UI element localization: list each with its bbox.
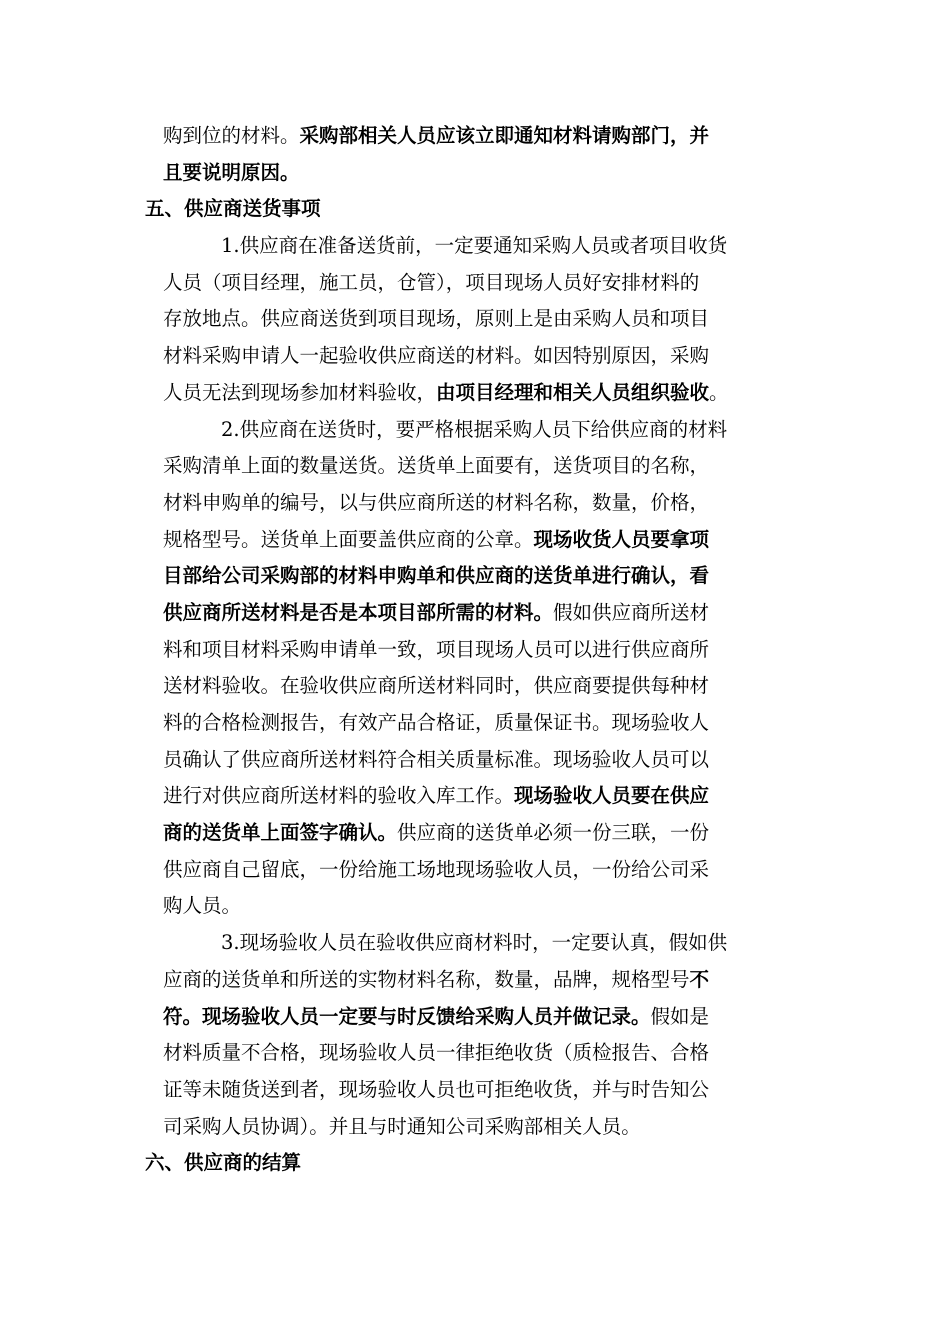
bold-run: 由项目经理和相关人员组织验收 — [436, 380, 710, 404]
bold-run: 现场验收人员要在供应 — [514, 784, 710, 808]
bold-run: 且要说明原因。 — [163, 160, 300, 184]
bold-run: 不 — [689, 967, 710, 991]
text-line: 证等未随货送到者，现场验收人员也可拒绝收货，并与时告知公 — [163, 1077, 710, 1101]
text-line: 料的合格检测报告，有效产品合格证，质量保证书。现场验收人 — [163, 711, 710, 734]
text-run: 应商的送货单和所送的实物材料名称，数量，品牌，规格型号 — [163, 967, 690, 991]
bold-run: 符。现场验收人员一定要与时反馈给采购人员并做记录。 — [163, 1004, 651, 1028]
text-line — [163, 962, 803, 999]
text-line: 人员（项目经理，施工员，仓管），项目现场人员好安排材料的 — [163, 270, 700, 294]
text-line: 目部给公司采购部的材料申购单和供应商的送货单进行确认，看 — [163, 564, 710, 588]
text-line: 购人员。 — [163, 894, 242, 918]
text-line — [163, 522, 803, 559]
text-line: 送材料验收。在验收供应商所送材料同时，供应商要提供每种材 — [163, 674, 710, 698]
text-line: 材料采购申请人一起验收供应商送的材料。如因特别原因，采购 — [163, 344, 710, 368]
bold-run: 商的送货单上面签字确认。 — [163, 821, 398, 845]
text-run: 人员无法到现场参加材料验收， — [163, 380, 437, 404]
section-heading-6: 六、供应商的结算 — [145, 1151, 302, 1175]
text-line: 材料质量不合格，现场验收人员一律拒绝收货（质检报告、合格 — [163, 1041, 710, 1065]
text-line: 料和项目材料采购申请单一致，项目现场人员可以进行供应商所 — [163, 637, 710, 661]
text-line: 员确认了供应商所送材料符合相关质量标准。现场验收人员可以 — [163, 747, 710, 771]
text-run: 假如供应商所送材 — [553, 600, 710, 624]
text-run: 规格型号。送货单上面要盖供应商的公章。 — [163, 527, 534, 551]
text-line — [163, 118, 803, 155]
text-line: 2.供应商在送货时，要严格根据采购人员下给供应商的材料 — [221, 417, 728, 441]
text-line — [163, 999, 803, 1036]
bold-run: 供应商所送材料是否是本项目部所需的材料。 — [163, 600, 554, 624]
section-heading-5: 五、供应商送货事项 — [145, 197, 321, 221]
bold-run: 采购部相关人员应该立即通知材料请购部门，并 — [299, 124, 710, 147]
text-line: 1.供应商在准备送货前，一定要通知采购人员或者项目收货 — [221, 234, 728, 258]
text-line — [163, 815, 803, 852]
text-run: 进行对供应商所送材料的验收入库工作。 — [163, 784, 515, 808]
text-line — [163, 778, 803, 815]
text-line: 采购清单上面的数量送货。送货单上面要有，送货项目的名称， — [163, 454, 710, 478]
text-line — [163, 595, 803, 632]
text-line: 供应商自己留底，一份给施工场地现场验收人员，一份给公司采 — [163, 857, 710, 881]
text-line: 司采购人员协调）。并且与时通知公司采购部相关人员。 — [163, 1114, 641, 1138]
text-run: 供应商的送货单必须一份三联，一份 — [397, 821, 710, 845]
text-line: 3.现场验收人员在验收供应商材料时，一定要认真，假如供 — [221, 931, 728, 955]
bold-run: 现场收货人员要拿项 — [533, 527, 710, 551]
text-line — [163, 155, 803, 192]
text-run: 。 — [709, 380, 729, 404]
text-line: 存放地点。供应商送货到项目现场，原则上是由采购人员和项目 — [163, 307, 710, 331]
text-line — [163, 375, 803, 412]
text-run: 购到位的材料。 — [163, 124, 300, 147]
text-line: 材料申购单的编号，以与供应商所送的材料名称，数量，价格， — [163, 490, 710, 514]
text-run: 假如是 — [650, 1004, 710, 1028]
document-page — [0, 118, 950, 1182]
